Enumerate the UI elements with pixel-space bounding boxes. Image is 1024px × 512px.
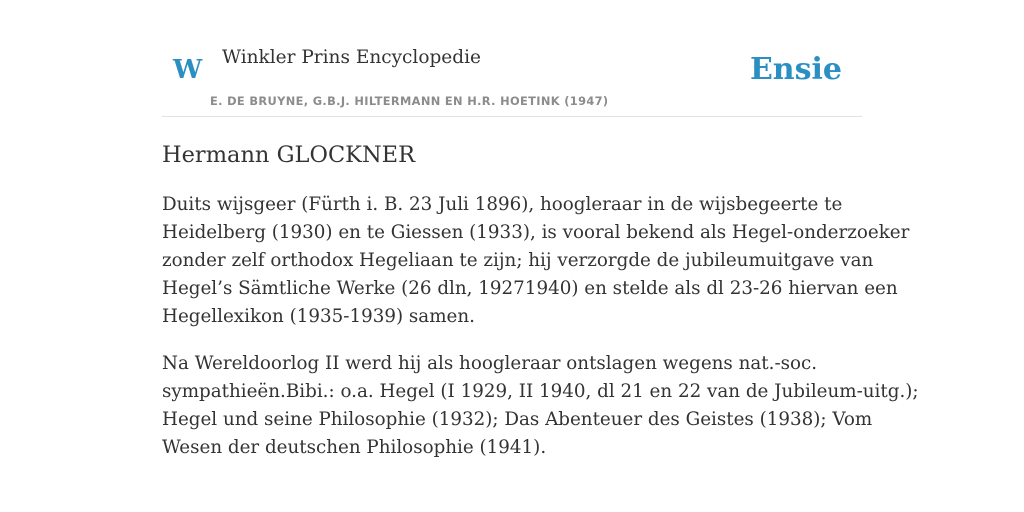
ensie-logo[interactable]: Ensie — [749, 52, 842, 87]
article-body — [162, 191, 919, 462]
paragraph-line: Na Wereldoorlog II werd hij als hoogleraar ontslagen wegens nat.-soc. — [162, 353, 818, 374]
paragraph-line: Heidelberg (1930) en te Giessen (1933), is vooral bekend als Hegel-onderzoeker — [162, 222, 910, 243]
article-paragraph — [162, 350, 919, 462]
paragraph-line: Hegel’s Sämtliche Werke (26 dln, 19271940) en stelde als dl 23-26 hiervan een — [162, 278, 898, 299]
paragraph-line: Duits wijsgeer (Fürth i. B. 23 Juli 1896), hoogleraar in de wijsbegeerte te — [162, 194, 843, 215]
source-header — [162, 0, 862, 117]
paragraph-line: Hegel und seine Philosophie (1932); Das Abenteuer des Geistes (1938); Vom — [162, 409, 873, 430]
article — [162, 138, 919, 481]
paragraph-line: Wesen der deutschen Philosophie (1941). — [162, 437, 547, 458]
winkler-prins-logo[interactable]: W — [173, 55, 203, 85]
article-title: Hermann GLOCKNER — [162, 142, 416, 168]
article-paragraph — [162, 191, 910, 331]
paragraph-line: Hegellexikon (1935-1939) samen. — [162, 306, 475, 327]
source-title[interactable]: Winkler Prins Encyclopedie — [222, 47, 481, 68]
paragraph-line: zonder zelf orthodox Hegeliaan te zijn; hij verzorgde de jubileumuitgave van — [162, 250, 874, 271]
paragraph-line: sympathieën.Bibi.: o.a. Hegel (I 1929, II 1940, dl 21 en 22 van de Jubileum-uitg.); — [162, 381, 919, 402]
source-authors: E. DE BRUYNE, G.B.J. HILTERMANN EN H.R. HOETINK (1947) — [210, 94, 609, 108]
